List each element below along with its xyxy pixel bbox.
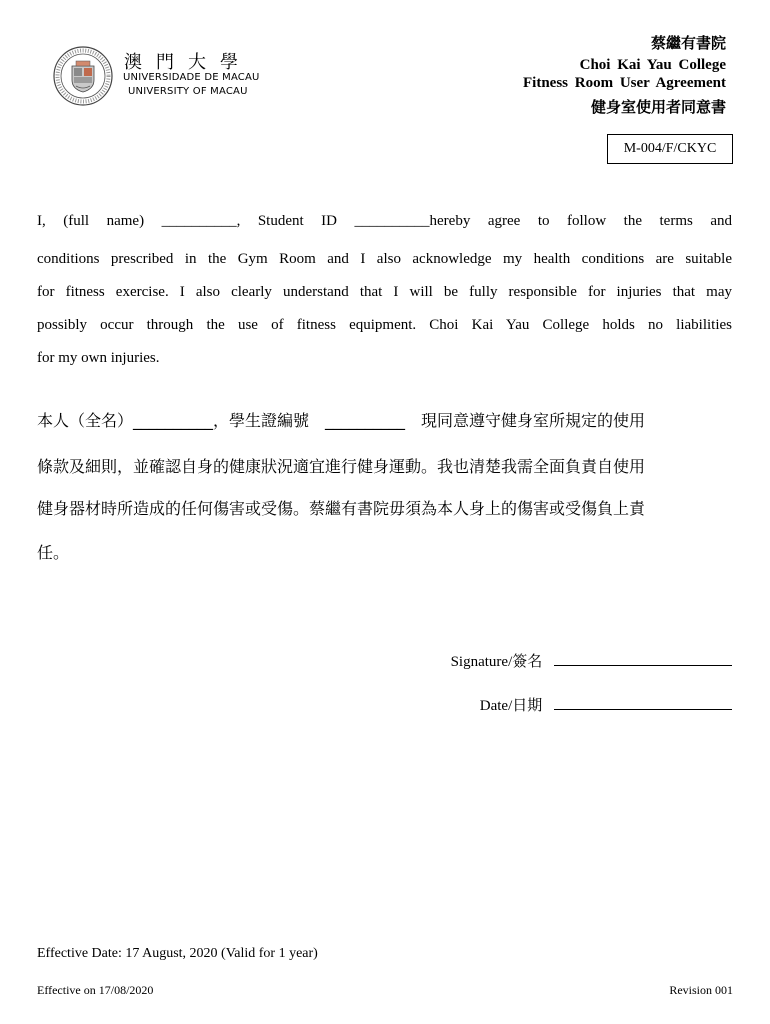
college-name-zh: 蔡繼有書院 (650, 34, 726, 52)
agreement-en-line: conditions prescribed in the Gym Room and I also acknowledge my health conditions are suitable (37, 251, 732, 267)
date-line[interactable] (554, 695, 732, 710)
date-row (480, 694, 732, 715)
date-label-zh: 日期 (512, 696, 543, 714)
agreement-en-line: for fitness exercise. I also clearly understand that I will be fully responsible for injuries that may (37, 284, 732, 300)
footer-effective-on: Effective on 17/08/2020 (37, 983, 154, 997)
signature-row (451, 650, 732, 671)
agreement-zh-line: 任。 (37, 543, 70, 562)
signature-label-en: Signature/ (450, 654, 513, 670)
signature-label-zh: 簽名 (512, 652, 543, 670)
effective-date: Effective Date: 17 August, 2020 (Valid for 1 year) (37, 946, 318, 961)
form-code-box: M-004/F/CKYC (607, 134, 733, 164)
agreement-zh-line: 條款及細則，並確認自身的健康狀況適宜進行健身運動。我也清楚我需全面負責自使用 (37, 457, 646, 476)
agreement-en-line: for my own injuries. (37, 350, 160, 366)
agreement-en-line: possibly occur through the use of fitness equipment. Choi Kai Yau College holds no liabilities (37, 317, 732, 333)
footer-revision: Revision 001 (669, 983, 733, 997)
agreement-zh-line: 本人（全名）__________，學生證編號 __________ 現同意遵守健身室所規定的使用 (37, 411, 646, 430)
agreement-zh-line: 健身器材時所造成的任何傷害或受傷。蔡繼有書院毋須為本人身上的傷害或受傷負上責 (37, 499, 646, 518)
document-title-en: Fitness Room User Agreement (523, 75, 726, 91)
document-title-zh: 健身室使用者同意書 (590, 98, 726, 116)
university-name-pt: UNIVERSIDADE DE MACAU (123, 72, 260, 83)
date-label-en: Date/ (479, 698, 513, 714)
university-name-zh: 澳門大學 (124, 52, 252, 73)
university-seal-logo (52, 46, 114, 106)
signature-line[interactable] (554, 651, 732, 666)
college-name-en: Choi Kai Yau College (579, 57, 726, 73)
university-name-en: UNIVERSITY OF MACAU (128, 86, 248, 97)
agreement-en-line: I, (full name) __________, Student ID __________hereby agree to follow the terms and (37, 213, 732, 229)
